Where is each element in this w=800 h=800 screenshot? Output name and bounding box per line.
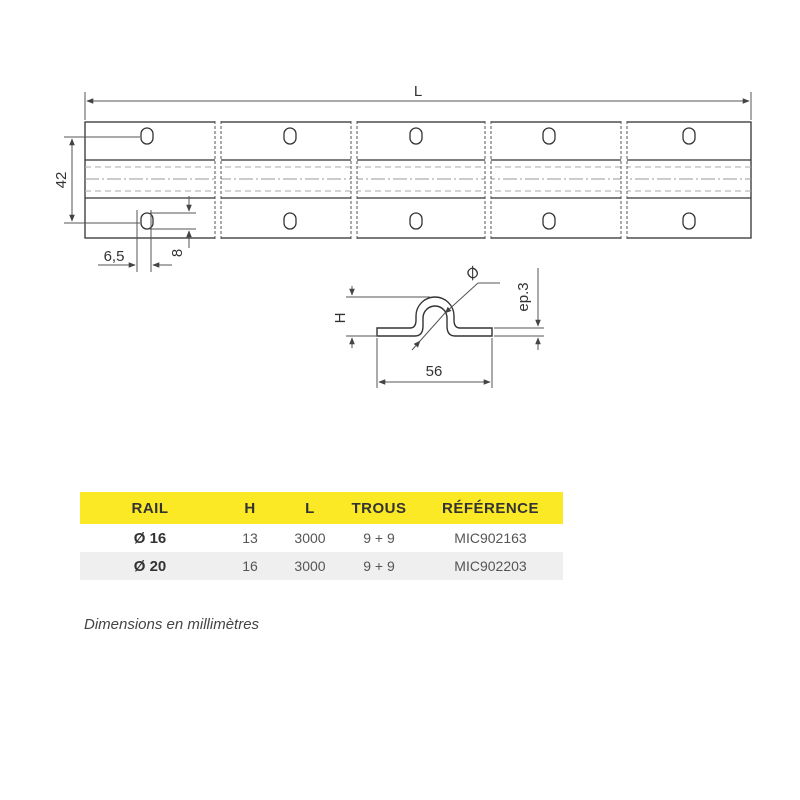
header-rail: RAIL <box>80 492 220 524</box>
rail-break-gap <box>485 121 491 239</box>
clip-profile <box>377 297 492 336</box>
dimension-clip-height-label: H <box>332 312 349 324</box>
cell-rail: Ø 20 <box>80 552 220 580</box>
specification-table <box>80 492 563 580</box>
cell-h: 16 <box>220 552 280 580</box>
dimension-hole-offset-label: 6,5 <box>103 248 125 265</box>
rail-hole <box>683 213 695 229</box>
dimension-length-label: L <box>413 83 423 100</box>
dimension-clip-width-label: 56 <box>425 363 443 380</box>
cell-reference: MIC902163 <box>454 530 527 546</box>
dimension-height-label: 42 <box>53 171 70 189</box>
rail-break-gap <box>215 121 221 239</box>
header-trous: TROUS <box>340 492 418 524</box>
header-h: H <box>220 492 280 524</box>
rail-hole <box>410 128 422 144</box>
table-row <box>80 524 563 552</box>
rail-hole <box>141 128 153 144</box>
header-l: L <box>280 492 340 524</box>
rail-break-gap <box>351 121 357 239</box>
cell-l: 3000 <box>280 552 340 580</box>
rail-hole <box>284 128 296 144</box>
rail-hole <box>284 213 296 229</box>
cell-trous: 9 + 9 <box>340 552 418 580</box>
rail-hole <box>410 213 422 229</box>
rail-hole <box>543 213 555 229</box>
cell-reference: MIC902203 <box>418 552 563 580</box>
cell-l: 3000 <box>294 530 326 546</box>
cell-rail: Ø 16 <box>133 529 167 547</box>
table-header-row <box>80 492 563 524</box>
header-reference: RÉFÉRENCE <box>418 492 563 524</box>
dimension-clip-thickness-label: ep.3 <box>515 282 532 312</box>
dimension-height <box>64 137 140 223</box>
rail-break-gap <box>621 121 627 239</box>
rail-hole <box>683 128 695 144</box>
dimension-clip-diameter <box>412 283 500 350</box>
dimension-clip-diameter-label: Ø <box>463 263 484 284</box>
table-row <box>80 552 563 580</box>
units-note: Dimensions en millimètres <box>84 616 260 633</box>
dimension-hole-size-label: 8 <box>169 248 186 258</box>
cell-h: 13 <box>242 530 258 546</box>
rail-hole <box>543 128 555 144</box>
dimension-hole-size <box>150 196 196 248</box>
cell-trous: 9 + 9 <box>363 530 395 546</box>
